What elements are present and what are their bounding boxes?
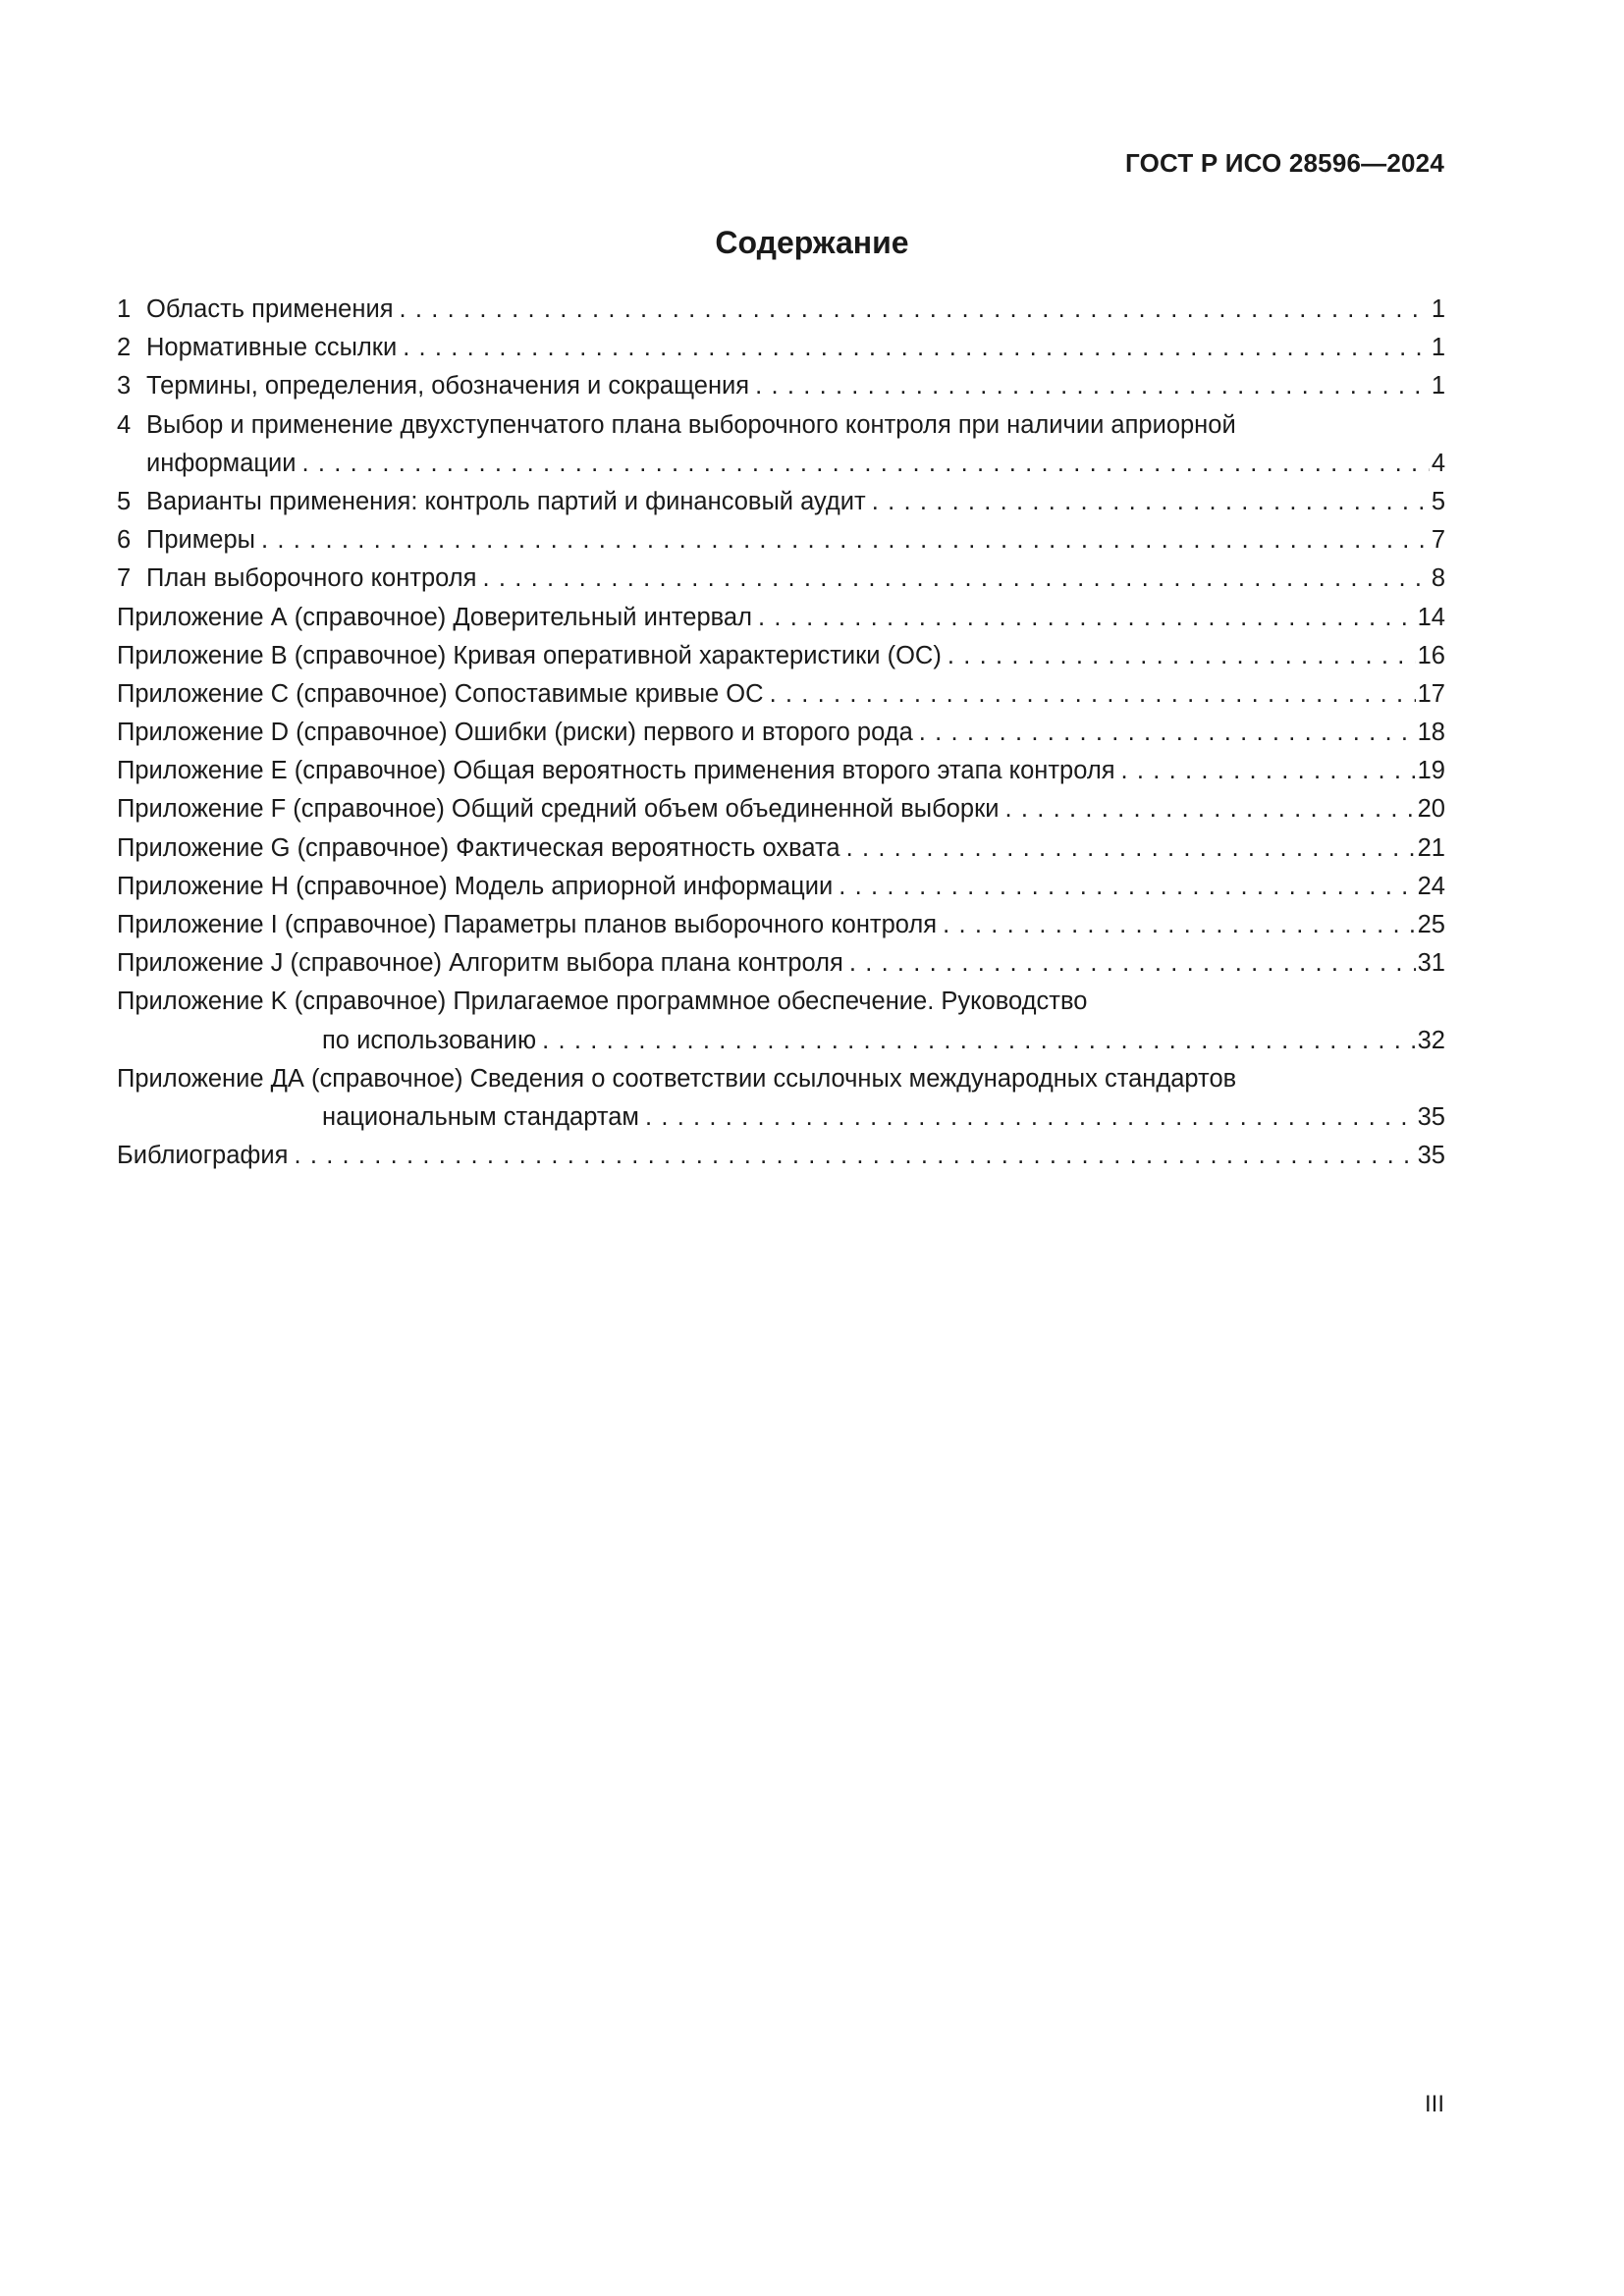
dot-leader [301, 445, 1429, 483]
toc-entry-appendix-g[interactable] [117, 829, 1445, 868]
toc-entry-title: Примеры [146, 526, 255, 555]
toc-entry-continuation[interactable] [117, 445, 1445, 483]
toc-entry-page: 14 [1417, 603, 1445, 631]
toc-entry-appendix-k[interactable] [117, 983, 1445, 1021]
toc-entry-title: Библиография [117, 1142, 289, 1170]
dot-leader [839, 868, 1415, 906]
toc-entry-appendix-h[interactable] [117, 868, 1445, 906]
toc-entry-appendix-f[interactable] [117, 790, 1445, 828]
dot-leader [542, 1022, 1415, 1060]
toc-entry[interactable] [117, 560, 1445, 598]
toc-entry-page: 31 [1417, 949, 1445, 978]
toc-entry-page: 7 [1431, 526, 1445, 555]
toc-entry-title-line2: информации [146, 449, 297, 477]
toc-entry[interactable] [117, 291, 1445, 329]
toc-entry-title-line1: Приложение K (справочное) Прилагаемое программное обеспечение. Руководство [117, 988, 1088, 1016]
dot-leader [294, 1137, 1415, 1175]
toc-entry-page: 32 [1417, 1026, 1445, 1054]
toc-entry-page: 1 [1431, 334, 1445, 362]
toc-entry[interactable] [117, 521, 1445, 560]
toc-entry-appendix-i[interactable] [117, 906, 1445, 944]
toc-entry-appendix-d[interactable] [117, 714, 1445, 752]
dot-leader [1004, 790, 1415, 828]
toc-entry-continuation[interactable] [117, 1022, 1445, 1060]
toc-entry-page: 1 [1431, 295, 1445, 323]
toc-title: Содержание [715, 225, 909, 260]
toc-entry-number: 6 [117, 526, 132, 555]
toc-entry-appendix-j[interactable] [117, 944, 1445, 983]
toc-entry-page: 1 [1431, 372, 1445, 400]
toc-entry-title: Приложение J (справочное) Алгоритм выбора плана контроля [117, 949, 843, 978]
toc-entry-appendix-c[interactable] [117, 675, 1445, 714]
toc-entry-page: 35 [1417, 1142, 1445, 1170]
toc-entry[interactable] [117, 483, 1445, 521]
toc-entry-page: 17 [1417, 679, 1445, 708]
dot-leader [943, 906, 1416, 944]
dot-leader [758, 599, 1416, 637]
toc-entry-page: 5 [1431, 487, 1445, 515]
toc-entry-title: Приложение G (справочное) Фактическая вероятность охвата [117, 833, 840, 862]
toc-entry-title-line2: по использованию [322, 1026, 537, 1054]
dot-leader [403, 329, 1430, 367]
toc-entry-page: 18 [1417, 719, 1445, 747]
toc-entry-number: 3 [117, 372, 132, 400]
toc-entry-title-line1: Выбор и применение двухступенчатого плана выборочного контроля при наличии априорной [146, 410, 1236, 439]
page-number: III [1424, 2091, 1444, 2117]
toc-entry-appendix-a[interactable] [117, 599, 1445, 637]
dot-leader [849, 944, 1416, 983]
toc-entry-page: 20 [1417, 795, 1445, 824]
dot-leader [947, 637, 1416, 675]
toc-entry-title: Термины, определения, обозначения и сокращения [146, 372, 750, 400]
toc-entry-title: Приложение Н (справочное) Модель априорной информации [117, 872, 834, 900]
toc-entry-title: Приложение D (справочное) Ошибки (риски) первого и второго рода [117, 719, 913, 747]
toc-entry-page: 4 [1431, 449, 1445, 477]
toc-entry-number: 4 [117, 410, 132, 439]
dot-leader [919, 714, 1416, 752]
toc-entry-page: 19 [1417, 757, 1445, 785]
toc-entry-appendix-da[interactable] [117, 1060, 1445, 1098]
toc-entry-title: Приложение I (справочное) Параметры планов выборочного контроля [117, 911, 938, 938]
toc-entry-number: 1 [117, 295, 132, 323]
toc-entry-number: 2 [117, 334, 132, 362]
toc-entry-appendix-b[interactable] [117, 637, 1445, 675]
toc-entry-number: 5 [117, 487, 132, 515]
toc-entry-title: Приложение А (справочное) Доверительный интервал [117, 603, 752, 631]
toc-entry-page: 16 [1417, 641, 1445, 669]
toc-entry-continuation[interactable] [117, 1098, 1445, 1137]
dot-leader [400, 291, 1430, 329]
dot-leader [1121, 752, 1416, 790]
toc-entry-bibliography[interactable] [117, 1137, 1445, 1175]
toc-entry-page: 24 [1417, 872, 1445, 900]
toc-entry-number: 7 [117, 564, 132, 593]
toc-entry-title: План выборочного контроля [146, 564, 477, 593]
dot-leader [261, 521, 1430, 560]
toc-entry-page: 8 [1431, 564, 1445, 593]
toc-entry-title: Приложение F (справочное) Общий средний объем объединенной выборки [117, 795, 1000, 824]
toc-entry[interactable] [117, 329, 1445, 367]
toc-entry-page: 21 [1417, 833, 1445, 862]
toc-entry-title: Приложение В (справочное) Кривая оперативной характеристики (ОС) [117, 641, 942, 669]
dot-leader [770, 675, 1416, 714]
dot-leader [872, 483, 1430, 521]
dot-leader [755, 367, 1430, 405]
dot-leader [482, 560, 1429, 598]
toc-entry[interactable] [117, 367, 1445, 405]
toc-entry-page: 35 [1417, 1102, 1445, 1131]
toc-entry-title: Приложение С (справочное) Сопоставимые кривые ОС [117, 679, 764, 708]
dot-leader [846, 829, 1416, 868]
toc-entry-title-line1: Приложение ДА (справочное) Сведения о соответствии ссылочных международных стандартов [117, 1064, 1237, 1093]
document-code: ГОСТ Р ИСО 28596—2024 [1124, 148, 1444, 178]
toc-entry-title-line2: национальным стандартам [322, 1102, 639, 1131]
toc-entry-title: Варианты применения: контроль партий и финансовый аудит [146, 487, 866, 515]
toc-entry-title: Область применения [146, 295, 394, 323]
toc-entry-appendix-e[interactable] [117, 752, 1445, 790]
table-of-contents [117, 291, 1445, 1175]
dot-leader [645, 1098, 1416, 1137]
toc-entry-title: Нормативные ссылки [146, 334, 398, 362]
toc-entry-page: 25 [1417, 911, 1445, 938]
toc-entry[interactable] [117, 406, 1445, 445]
toc-entry-title: Приложение Е (справочное) Общая вероятность применения второго этапа контроля [117, 757, 1115, 785]
